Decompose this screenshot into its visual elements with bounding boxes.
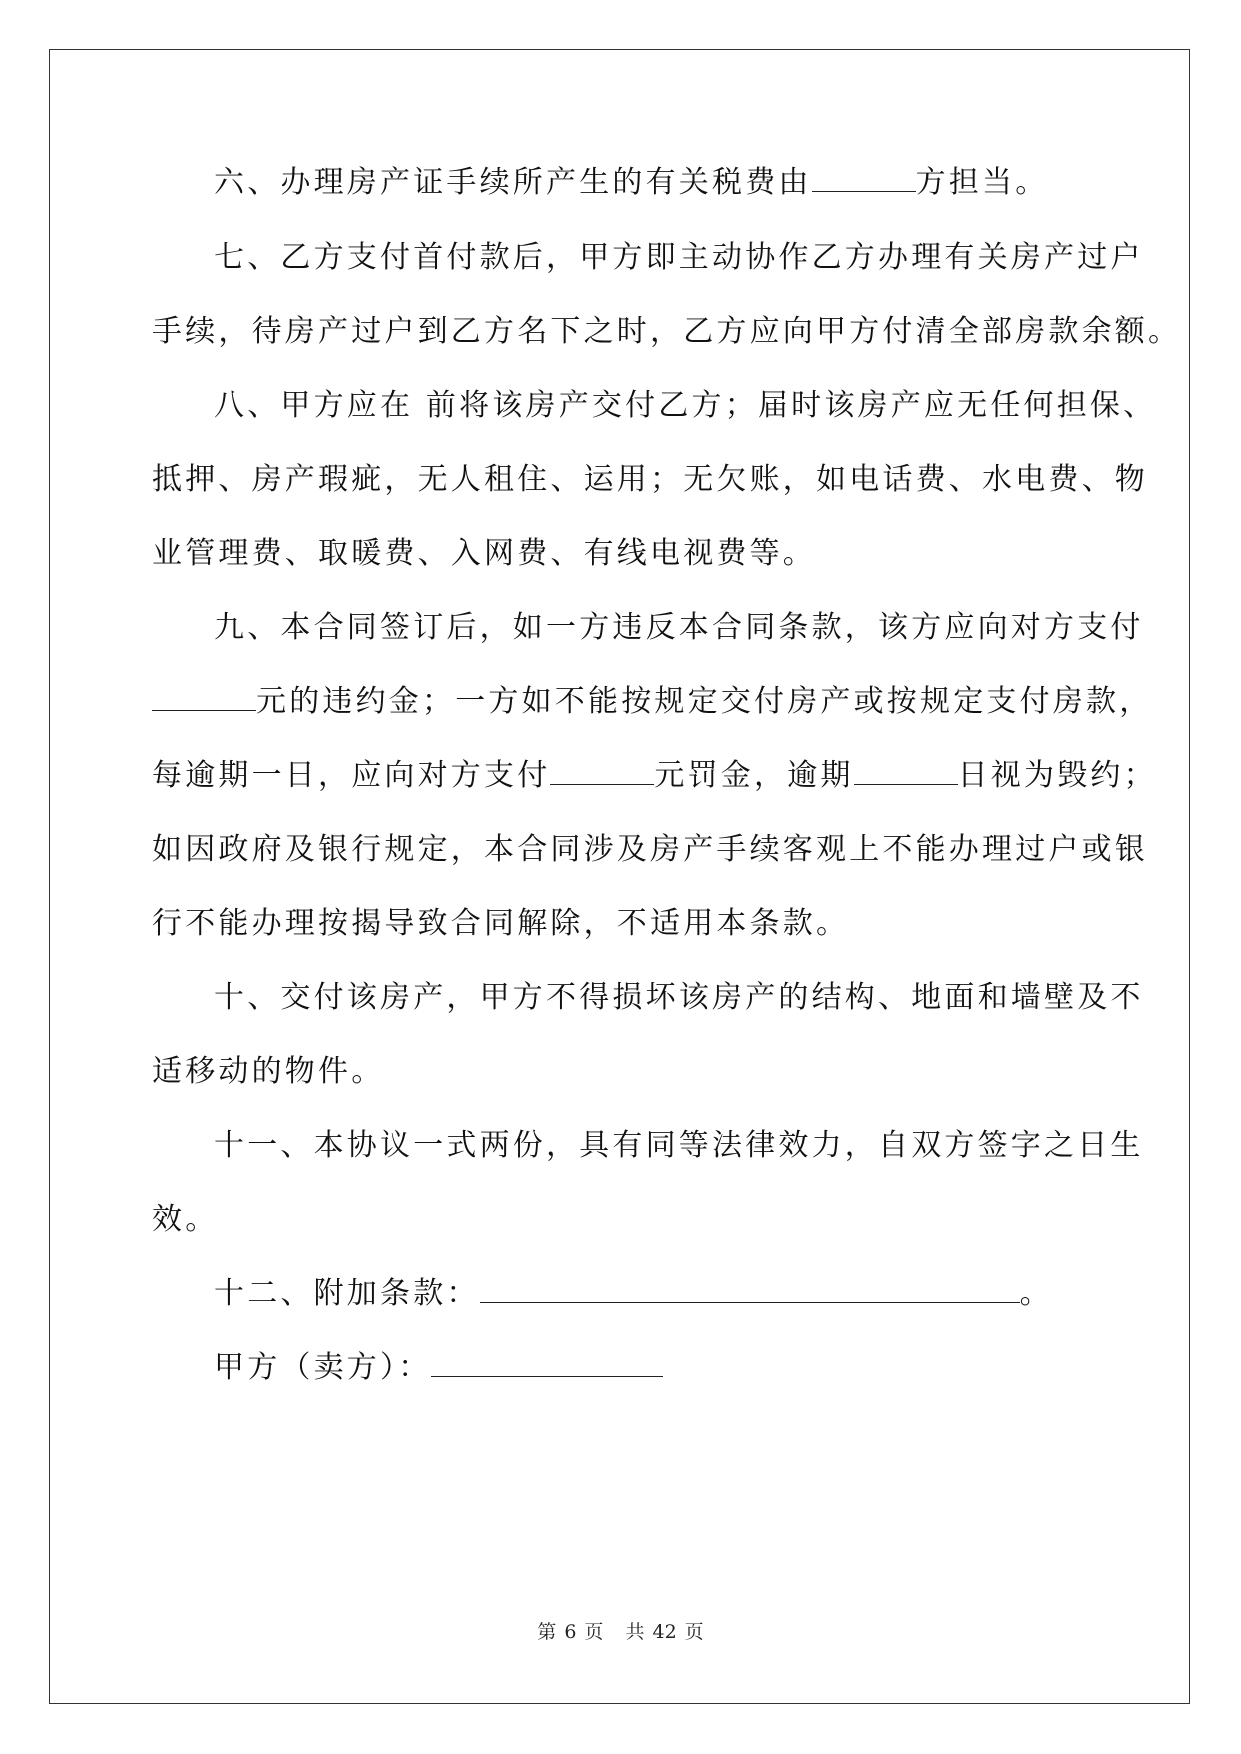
clause-9-line-3 <box>152 756 1157 796</box>
clause-8-line-2: 抵押、房产瑕疵，无人租住、运用；无欠账，如电话费、水电费、物 <box>152 462 1148 497</box>
clause-10-line-1: 十、交付该房产，甲方不得损坏该房产的结构、地面和墙壁及不 <box>214 980 1144 1015</box>
clause-6-line-1 <box>214 163 1048 203</box>
clause-8-line-1: 八、甲方应在 前将该房产交付乙方；届时该房产应无任何担保、 <box>214 388 1157 423</box>
clause-12-line-1 <box>214 1274 1053 1314</box>
clause-9-line-3-text-a: 每逾期一日，应向对方支付 <box>152 758 551 793</box>
seller-label: 甲方（卖方）： <box>214 1350 432 1385</box>
clause-6-text: 六、办理房产证手续所产生的有关税费由 <box>214 165 812 200</box>
clause-8-line-3: 业管理费、取暖费、入网费、有线电视费等。 <box>152 536 816 571</box>
clause-10-line-2: 适移动的物件。 <box>152 1054 385 1089</box>
overdue-days-blank[interactable] <box>854 758 958 785</box>
additional-terms-blank[interactable] <box>480 1276 1020 1303</box>
clause-9-line-3-text-b: 元罚金，逾期 <box>654 758 854 793</box>
clause-9-line-3-text-c: 日视为毁约； <box>957 758 1157 793</box>
clause-9-line-2 <box>152 682 1152 722</box>
clause-9-line-1: 九、本合同签订后，如一方违反本合同条款，该方应向对方支付 <box>214 610 1144 645</box>
clause-9-line-5: 行不能办理按揭导致合同解除，不适用本条款。 <box>152 906 850 941</box>
daily-fine-blank[interactable] <box>550 758 654 785</box>
page-footer <box>0 1620 1241 1644</box>
clause-11-line-2: 效。 <box>152 1202 219 1237</box>
clause-9-line-2-text: 元的违约金；一方如不能按规定交付房产或按规定支付房款， <box>256 684 1153 719</box>
seller-signature-blank[interactable] <box>431 1350 663 1377</box>
clause-6-tail: 方担当。 <box>915 165 1049 200</box>
seller-signature-line <box>214 1348 663 1388</box>
additional-terms-label: 十二、附加条款： <box>214 1276 480 1311</box>
clause-7-line-1: 七、乙方支付首付款后，甲方即主动协作乙方办理有关房产过户 <box>214 240 1144 275</box>
clause-7-line-2: 手续，待房产过户到乙方名下之时，乙方应向甲方付清全部房款余额。 <box>152 314 1182 349</box>
tax-party-blank[interactable] <box>812 165 916 192</box>
page-number: 6 <box>564 1621 577 1643</box>
page-indicator: 第 6 页 <box>537 1621 604 1643</box>
total-pages-indicator: 共 42 页 <box>625 1621 704 1643</box>
penalty-amount-blank[interactable] <box>152 684 256 711</box>
page-border <box>49 49 1190 1704</box>
total-pages: 42 <box>652 1621 677 1643</box>
clause-11-line-1: 十一、本协议一式两份，具有同等法律效力，自双方签字之日生 <box>214 1128 1144 1163</box>
additional-terms-end: 。 <box>1019 1276 1053 1311</box>
clause-9-line-4: 如因政府及银行规定，本合同涉及房产手续客观上不能办理过户或银 <box>152 832 1148 867</box>
